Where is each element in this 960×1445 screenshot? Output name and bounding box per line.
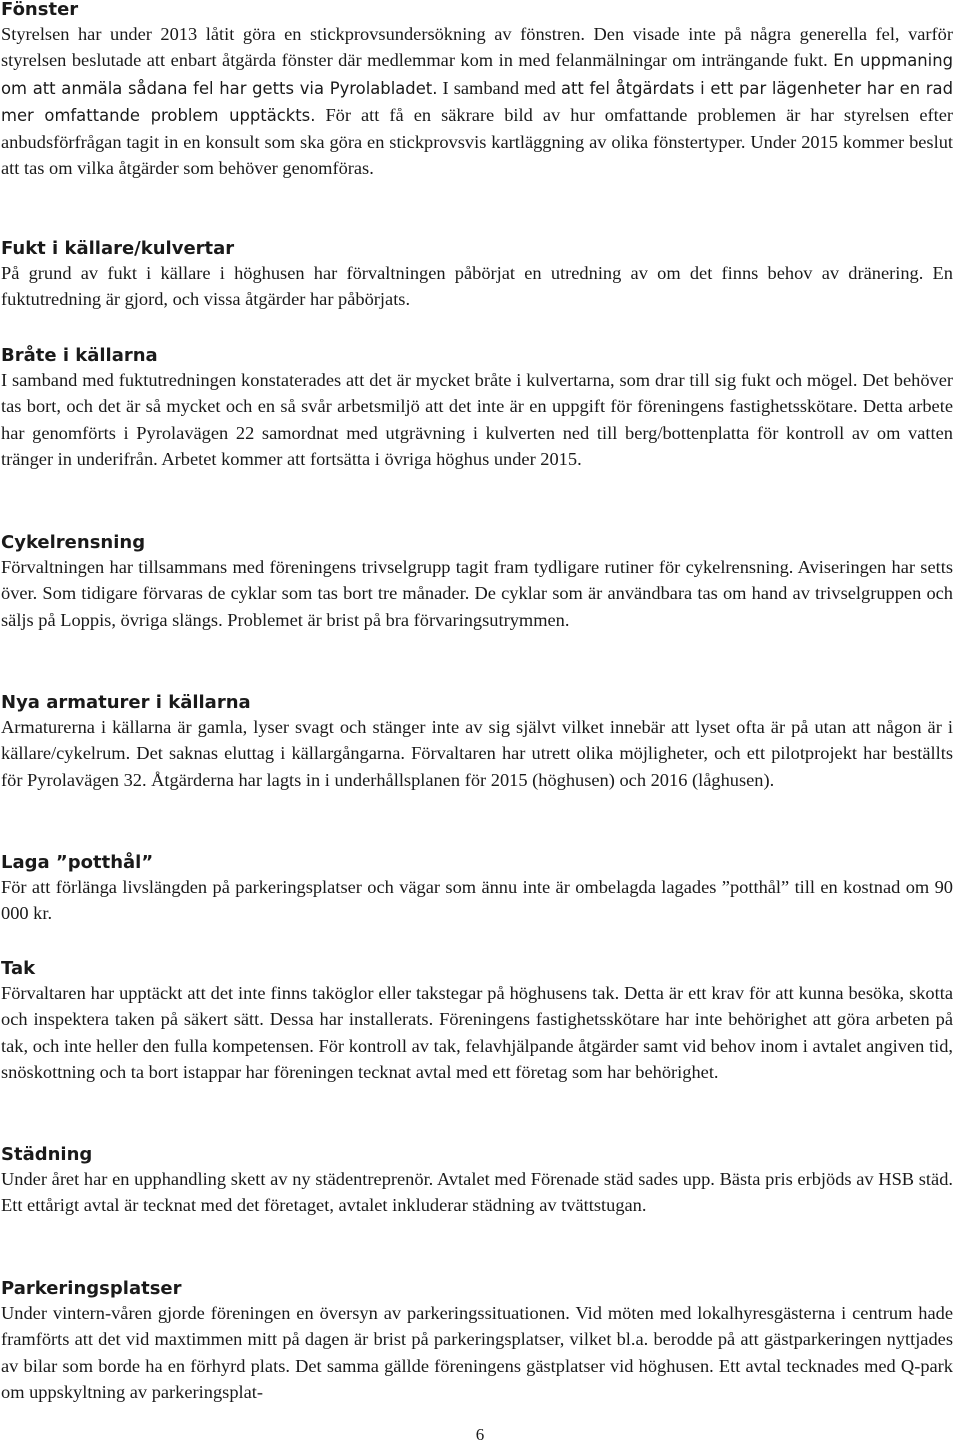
section-body: Förvaltningen har tillsammans med föreningens trivselgrupp tagit fram tydligare rutiner för cykelrensning. Aviseringen har setts över. Som tidigare förvaras de cyklar som tas bort tre månader. De cyklar som är användbara tas om hand av trivselgruppen och säljs på Loppis, övriga slängs. Problemet är brist på bra förvaringsutrymmen. bbox=[1, 557, 953, 630]
section-heading: Parkeringsplatser bbox=[1, 1278, 182, 1299]
section-body bbox=[1, 21, 953, 182]
section-heading: Tak bbox=[1, 958, 36, 979]
section-fukt bbox=[1, 238, 953, 313]
section-cykelrensning bbox=[1, 532, 953, 633]
section-stadning bbox=[1, 1144, 953, 1219]
section-tak bbox=[1, 958, 953, 1085]
section-body: På grund av fukt i källare i höghusen har förvaltningen påbörjat en utredning av om det finns behov av dränering. En fuktutredning är gjord, och vissa åtgärder har påbörjats. bbox=[1, 263, 953, 310]
section-body: Under vintern-våren gjorde föreningen en översyn av parkeringssituationen. Vid möten med lokalhyresgästerna i centrum hade framförts att det vid maxtimmen mitt på dagen är brist på parkeringsplatser, vilket bl.a. berodde på att gästparkeringen nyttjades av bilar som borde ha en förhyrd plats. Det samma gällde föreningens gästplatser vid höghusen. Ett avtal tecknades med Q-park om uppskyltning av parkeringsplat- bbox=[1, 1303, 953, 1402]
section-nya-armaturer bbox=[1, 692, 953, 793]
section-body: Armaturerna i källarna är gamla, lyser svagt och stänger inte av sig självt vilket innebär att lyset ofta är på utan att någon är i källare/cykelrum. Det saknas eluttag i källargångarna. Förvaltaren har utrett olika möjligheter, och ett pilotprojekt har beställts för Pyrolavägen 32. Åtgärderna har lagts in i underhållsplanen för 2015 (höghusen) och 2016 (låghusen). bbox=[1, 717, 953, 790]
section-body: I samband med fuktutredningen konstaterades att det är mycket bråte i kulvertarna, som drar till sig fukt och mögel. Det behöver tas bort, och det är så mycket och en så svår arbetsmiljö att det inte är en uppgift för föreningens fastighetsskötare. Detta arbete har genomförts i Pyrolavägen 22 samordnat med utgrävning i kulverten ned till berg/bottenplatta för kontroll av om vatten tränger in underifrån. Arbetet kommer att fortsätta i övriga höghus under 2015. bbox=[1, 370, 953, 469]
section-heading: Laga ”potthål” bbox=[1, 852, 154, 873]
section-heading: Cykelrensning bbox=[1, 532, 146, 553]
page-number: 6 bbox=[475, 1425, 485, 1444]
body-text: I samband med bbox=[437, 77, 561, 98]
section-heading: Fönster bbox=[1, 0, 79, 20]
section-brate bbox=[1, 345, 953, 472]
section-laga-potthal bbox=[1, 852, 953, 927]
section-body: Förvaltaren har upptäckt att det inte finns taköglor eller takstegar på höghusens tak. Detta är ett krav för att kunna besöka, skotta och inspektera taken på säkert sätt. Dessa har installerats. Föreningens fastighetsskötare har inte behörighet att göra arbeten på tak, och inte heller den fulla kompetensen. För kontroll av tak, felavhjälpande åtgärder samt vid behov inom i avtalet angiven tid, snöskottning och ta bort istappar har föreningen tecknat avtal med ett företag som har behörighet. bbox=[1, 983, 953, 1082]
section-heading: Fukt i källare/kulvertar bbox=[1, 238, 235, 259]
section-heading: Bråte i källarna bbox=[1, 345, 158, 366]
section-fonster bbox=[1, 0, 953, 182]
section-body: För att förlänga livslängden på parkeringsplatser och vägar som ännu inte är ombelagda lagades ”potthål” till en kostnad om 90 000 kr. bbox=[1, 877, 953, 924]
body-text: att fel åtgärdats i ett par lägenheter har en rad mer omfattande problem upptäckts. bbox=[1, 78, 953, 125]
section-heading: Nya armaturer i källarna bbox=[1, 692, 251, 713]
body-text: För att få en säkrare bild av hur omfattande problemen är har styrelsen efter anbudsförfrågan tagit in en konsult som ska göra en stickprovsvis kartläggning av olika fönstertyper. Under 2015 kommer beslut att tas om vilka åtgärder som behöver genomföras. bbox=[1, 104, 953, 179]
section-heading: Städning bbox=[1, 1144, 93, 1165]
section-parkeringsplatser bbox=[1, 1278, 953, 1405]
body-text: Styrelsen har under 2013 låtit göra en stickprovsundersökning av fönstren. Den visade inte på några generella fel, varför styrelsen beslutade att enbart åtgärda fönster där medlemmar kom in med felanmälningar om inträngande fukt. bbox=[1, 24, 953, 71]
section-body: Under året har en upphandling skett av ny städentreprenör. Avtalet med Förenade städ sades upp. Bästa pris erbjöds av HSB städ. Ett ettårigt avtal är tecknat med det företaget, avtalet inkluderar städning av tvättstugan. bbox=[1, 1169, 953, 1216]
body-text: En uppmaning om att anmäla sådana fel har getts via Pyrolabladet. bbox=[1, 51, 953, 98]
